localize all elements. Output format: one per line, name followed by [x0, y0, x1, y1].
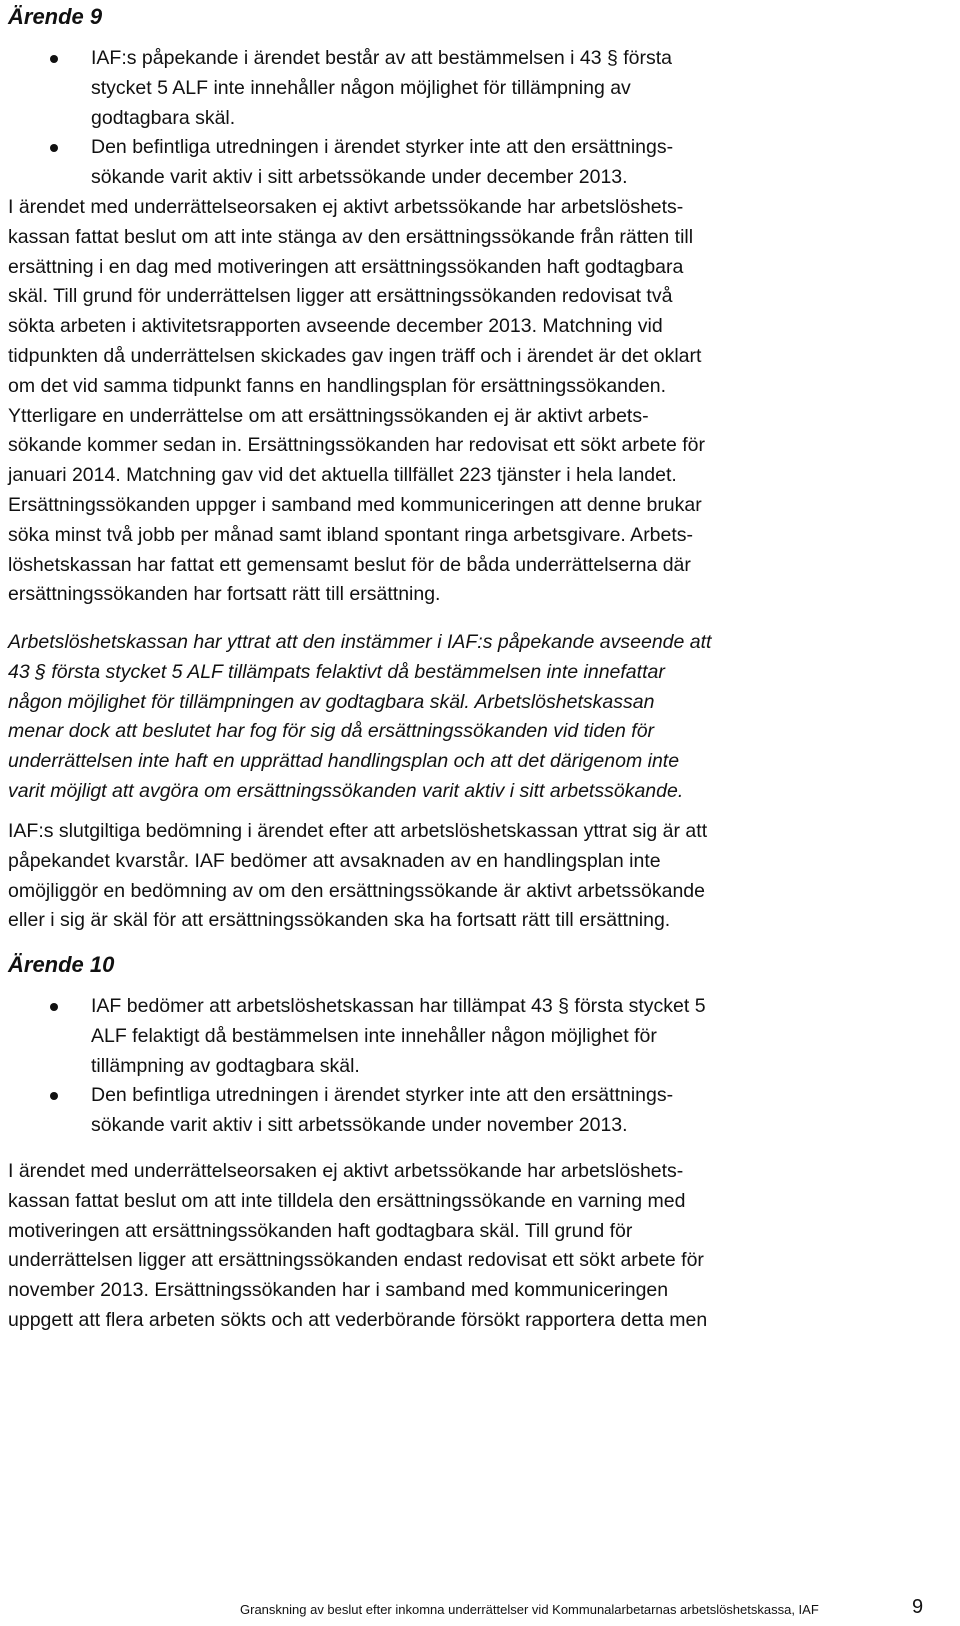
bullet-list-arende-9: [0, 44, 940, 193]
list-item: Den befintliga utredningen i ärendet styrker inte att den ersättnings- sökande varit aktiv i sitt arbetssökande under december 2013.: [0, 133, 940, 193]
section-heading-arende-10: Ärende 10: [8, 952, 115, 977]
list-item: Den befintliga utredningen i ärendet styrker inte att den ersättnings- sökande varit aktiv i sitt arbetssökande under november 2013.: [0, 1081, 940, 1141]
bullet-icon: [50, 1092, 58, 1100]
bullet-icon: [50, 1003, 58, 1011]
section-heading-arende-9: Ärende 9: [8, 4, 103, 29]
paragraph-arende-9-kassan-yttrande: Arbetslöshetskassan har yttrat att den instämmer i IAF:s påpekande avseende att 43 § första stycket 5 ALF tillämpats felaktivt då bestämmelsen inte innefattar någon möjlighet för tillämpningen av godtagbara skäl. Arbetslöshetskassan menar dock att beslutet har fog för sig då ersättningssökanden vid tiden för underrättelsen inte haft en upprättad handlingsplan och att det därigenom inte varit möjligt att avgöra om ersättningssökanden varit aktiv i sitt arbetssökande.: [8, 631, 712, 802]
bullet-icon: [50, 144, 58, 152]
bullet-list-arende-10: [0, 992, 940, 1141]
bullet-icon: [50, 55, 58, 63]
list-item: IAF:s påpekande i ärendet består av att bestämmelsen i 43 § första stycket 5 ALF inte innehåller någon möjlighet för tillämpning av godtagbara skäl.: [0, 44, 940, 133]
paragraph-arende-10-facts: I ärendet med underrättelseorsaken ej aktivt arbetssökande har arbetslöshets- kassan fattat beslut om att inte tilldela den ersättningssökande en varning med motiveringen att ersättningssökanden haft godtagbara skäl. Till grund för underrättelsen ligger att ersättningssökanden endast redovisat ett sökt arbete för november 2013. Ersättningssökanden har i samband med kommuniceringen uppgett att flera arbeten sökts och att vederbörande försökt rapportera detta men: [8, 1160, 708, 1331]
paragraph-arende-9-iaf-bedomning: IAF:s slutgiltiga bedömning i ärendet efter att arbetslöshetskassan yttrat sig är att påpekandet kvarstår. IAF bedömer att avsaknaden av en handlingsplan inte omöjliggör en bedömning av om den ersättningssökande är aktivt arbetssökande eller i sig är skäl för att ersättningssökanden ska ha fortsatt rätt till ersättning.: [8, 820, 708, 932]
page-footer: Granskning av beslut efter inkomna underrättelser vid Kommunalarbetarnas arbetslöshetskassa, IAF: [240, 1602, 819, 1617]
list-item: IAF bedömer att arbetslöshetskassan har tillämpat 43 § första stycket 5 ALF felaktigt då bestämmelsen inte innehåller någon möjlighet för tillämpning av godtagbara skäl.: [0, 992, 940, 1081]
paragraph-arende-9-facts: I ärendet med underrättelseorsaken ej aktivt arbetssökande har arbetslöshets- kassan fattat beslut om att inte stänga av den ersättningssökande från rätten till ersättning i en dag med motiveringen att ersättningssökanden haft godtagbara skäl. Till grund för underrättelsen ligger att ersättningssökanden redovisat två sökta arbeten i aktivitetsrapporten avseende december 2013. Matchning vid tidpunkten då underrättelsen skickades gav ingen träff och i ärendet är det oklart om det vid samma tidpunkt fanns en handlingsplan för ersättningssökanden. Ytterligare en underrättelse om att ersättningssökanden ej är aktivt arbets- sökande kommer sedan in. Ersättningssökanden har redovisat ett sökt arbete för januari 2014. Matchning gav vid det aktuella tillfället 223 tjänster i hela landet. Ersättningssökanden uppger i samband med kommuniceringen att denne brukar söka minst två jobb per månad samt ibland spontant ringa arbetsgivare. Arbets- löshetskassan har fattat ett gemensamt beslut för de båda underrättelserna där ersättningssökanden har fortsatt rätt till ersättning.: [8, 196, 705, 606]
page-number: 9: [912, 1596, 924, 1618]
